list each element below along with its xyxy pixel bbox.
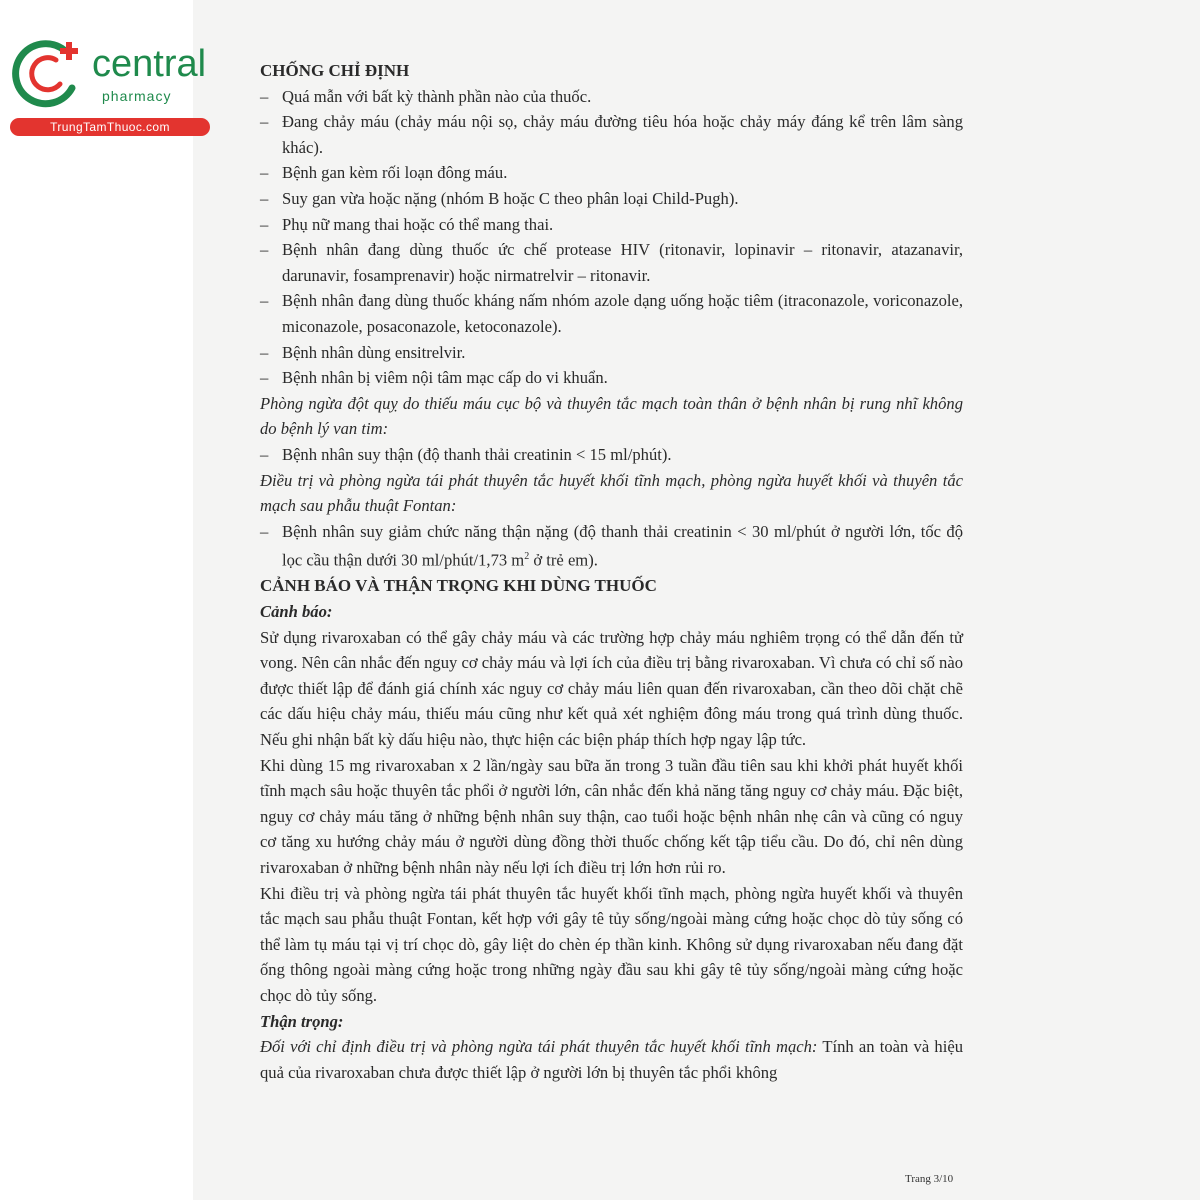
page-number: Trang 3/10 bbox=[905, 1173, 954, 1185]
document-content bbox=[260, 58, 963, 1085]
paragraph: Khi dùng 15 mg rivaroxaban x 2 lần/ngày sau bữa ăn trong 3 tuần đầu tiên sau khi khởi phát huyết khối tĩnh mạch sâu hoặc thuyên tắc phổi ở người lớn, cân nhắc đến khả năng tăng nguy cơ chảy máu. Đặc biệt, nguy cơ chảy máu tăng ở những bệnh nhân suy thận, cao tuổi hoặc bệnh nhân nhẹ cân và cũng có nguy cơ tăng xu hướng chảy máu ở người dùng đồng thời thuốc chống kết tập tiểu cầu. Do đó, chỉ nên dùng rivaroxaban ở những bệnh nhân này nếu lợi ích điều trị lớn hơn rủi ro. bbox=[260, 755, 963, 877]
list-item: – Đang chảy máu (chảy máu nội sọ, chảy máu đường tiêu hóa hoặc chảy máy đáng kể trên lâm sàng khác). bbox=[260, 109, 963, 160]
list-item-renal bbox=[260, 519, 963, 574]
logo-wordmark: central bbox=[92, 43, 207, 85]
paragraph: Sử dụng rivaroxaban có thể gây chảy máu và các trường hợp chảy máu nghiêm trọng có thể dẫn đến tử vong. Nên cân nhắc đến nguy cơ chảy máu và lợi ích của điều trị bằng rivaroxaban. Vì chưa có chỉ số nào được thiết lập để đánh giá chính xác nguy cơ chảy máu liên quan đến rivaroxaban, cần theo dõi chặt chẽ các dấu hiệu chảy máu, thiếu máu cũng như kết quả xét nghiệm đông máu trong quá trình dùng thuốc. Nếu ghi nhận bất kỳ dấu hiệu nào, thực hiện các biện pháp thích hợp ngay lập tức. bbox=[260, 627, 963, 749]
list-item-text: Bệnh nhân suy giảm chức năng thận nặng (độ thanh thải creatinin < 30 ml/phút ở người lớn, tốc độ lọc cầu thận dưới 30 ml/phút/1,73 m bbox=[282, 521, 963, 570]
heading-warnings: CẢNH BÁO VÀ THẬN TRỌNG KHI DÙNG THUỐC bbox=[260, 576, 657, 596]
paragraph-caution bbox=[260, 1034, 963, 1085]
list-item: – Suy gan vừa hoặc nặng (nhóm B hoặc C theo phân loại Child-Pugh). bbox=[260, 186, 963, 212]
caution-italic: Đối với chỉ định điều trị và phòng ngừa tái phát thuyên tắc huyết khối tĩnh mạch: bbox=[260, 1037, 818, 1057]
central-pharmacy-logo[interactable] bbox=[10, 36, 215, 136]
list-item: – Bệnh gan kèm rối loạn đông máu. bbox=[260, 160, 963, 186]
warning-title: Cảnh báo: bbox=[260, 602, 333, 621]
list-item: – Phụ nữ mang thai hoặc có thể mang thai. bbox=[260, 212, 963, 238]
caution-text: Tính an toàn và hiệu quả của rivaroxaban chưa được thiết lập ở người lớn bị thuyên tắc phổi không bbox=[260, 1037, 963, 1082]
list-item-text-end: ở trẻ em). bbox=[529, 550, 598, 570]
list-item: – Bệnh nhân đang dùng thuốc kháng nấm nhóm azole dạng uống hoặc tiêm (itraconazole, voriconazole, miconazole, posaconazole, ketoconazole). bbox=[260, 288, 963, 339]
list-item: – Bệnh nhân bị viêm nội tâm mạc cấp do vi khuẩn. bbox=[260, 365, 963, 391]
list-item: – Bệnh nhân dùng ensitrelvir. bbox=[260, 340, 963, 366]
logo-url-badge[interactable]: TrungTamThuoc.com bbox=[10, 118, 210, 136]
list-item: – Bệnh nhân suy thận (độ thanh thải creatinin < 15 ml/phút). bbox=[260, 442, 963, 468]
list-item: – Bệnh nhân đang dùng thuốc ức chế protease HIV (ritonavir, lopinavir – ritonavir, atazanavir, darunavir, fosamprenavir) hoặc nirmatrelvir – ritonavir. bbox=[260, 237, 963, 288]
heading-contraindications: CHỐNG CHỈ ĐỊNH bbox=[260, 61, 410, 80]
subsection-title-atrial-fibrillation: Phòng ngừa đột quỵ do thiếu máu cục bộ và thuyên tắc mạch toàn thân ở bệnh nhân bị rung nhĩ không do bệnh lý van tim: bbox=[260, 393, 963, 439]
subsection-title-vte: Điều trị và phòng ngừa tái phát thuyên tắc huyết khối tĩnh mạch, phòng ngừa huyết khối và thuyên tắc mạch sau phẫu thuật Fontan: bbox=[260, 470, 963, 516]
paragraph: Khi điều trị và phòng ngừa tái phát thuyên tắc huyết khối tĩnh mạch, phòng ngừa huyết khối và thuyên tắc mạch sau phẫu thuật Fontan, kết hợp với gây tê tủy sống/ngoài màng cứng hoặc chọc dò tủy sống có thể làm tụ máu tại vị trí chọc dò, gây liệt do chèn ép thần kinh. Không sử dụng rivaroxaban nếu đang đặt ống thông ngoài màng cứng hoặc trong những ngày đầu sau khi gây tê tủy sống/ngoài màng cứng hoặc chọc dò tủy sống. bbox=[260, 883, 963, 1005]
caution-title: Thận trọng: bbox=[260, 1011, 344, 1031]
list-item: – Quá mẫn với bất kỳ thành phần nào của thuốc. bbox=[260, 84, 963, 110]
superscript: 2 bbox=[524, 551, 530, 563]
logo-mark-icon bbox=[10, 36, 90, 114]
logo-subtitle: pharmacy bbox=[102, 88, 172, 104]
